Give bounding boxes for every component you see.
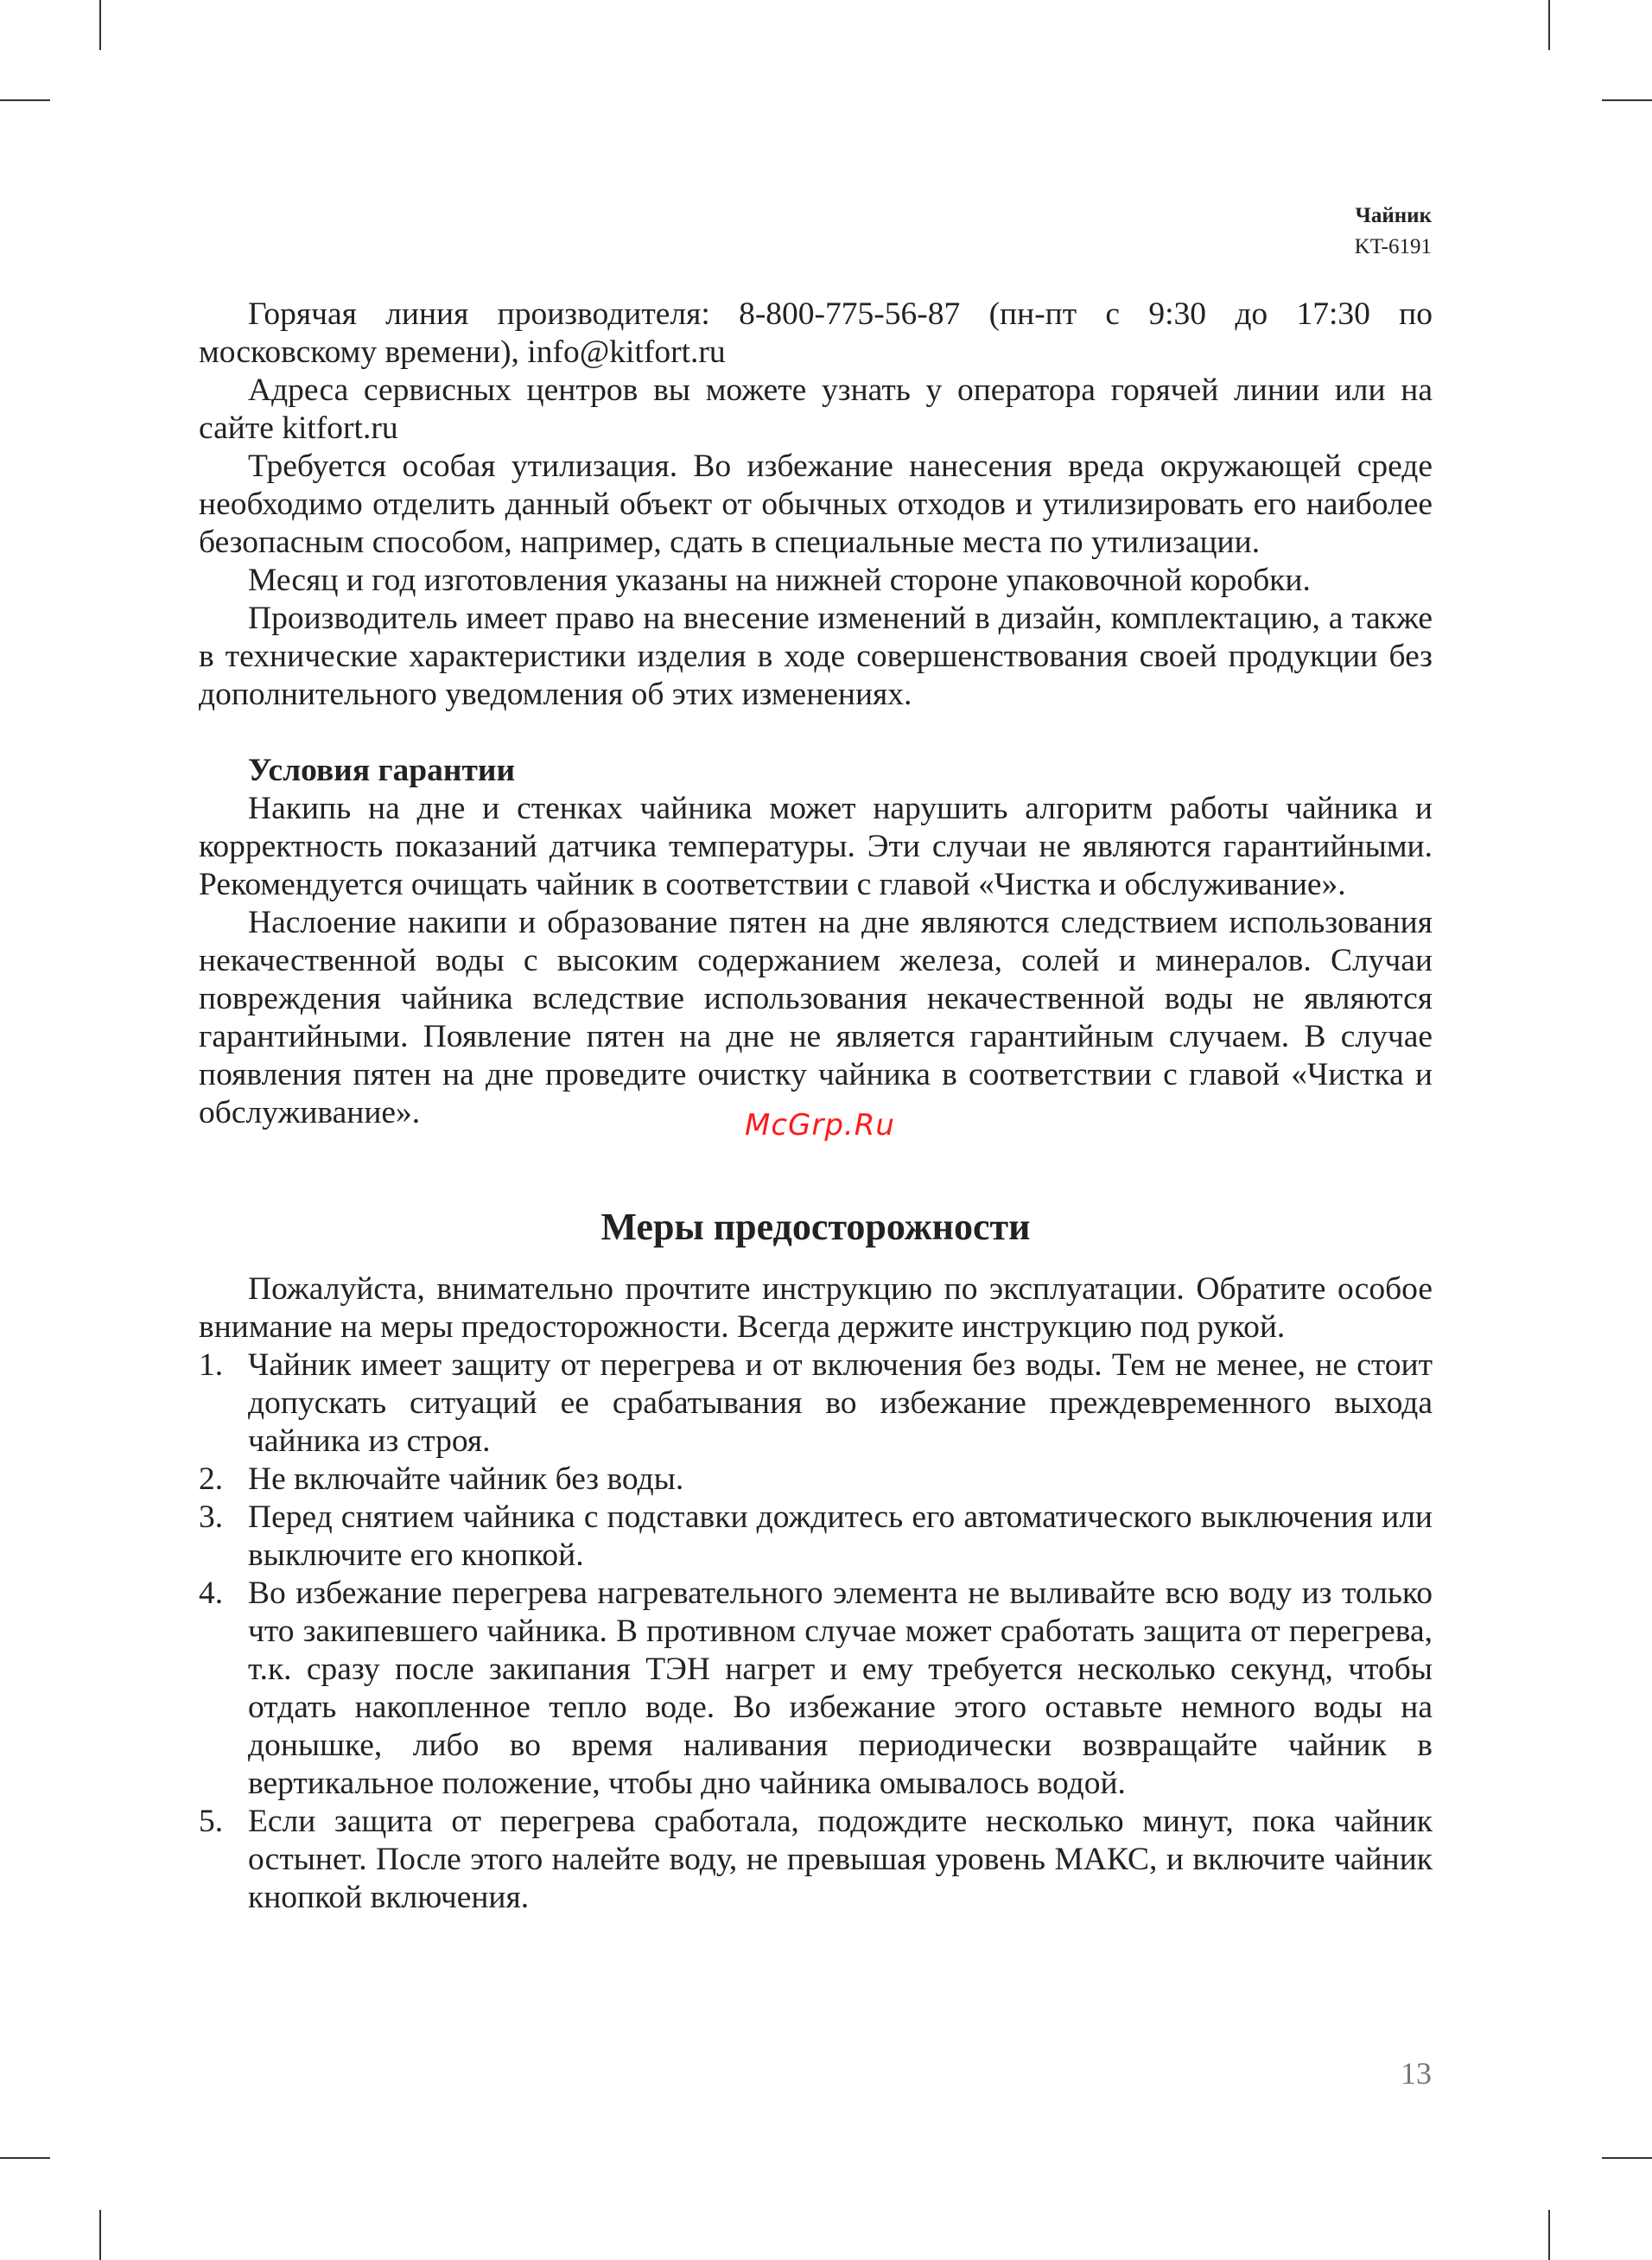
- list-item-number: 3.: [199, 1499, 224, 1535]
- page-number: 13: [1401, 2056, 1432, 2091]
- list-item: [199, 1499, 1433, 1575]
- service-centers-paragraph: Адреса сервисных центров вы можете узнать у оператора горячей линии или на сайте kitfort.ru: [199, 372, 1433, 446]
- crop-mark: [1602, 2157, 1652, 2159]
- crop-mark: [0, 2157, 50, 2159]
- running-head: [1355, 201, 1432, 263]
- list-item-number: 5.: [199, 1804, 224, 1839]
- warranty-paragraph: Наслоение накипи и образование пятен на дне являются следствием использования некачественной воды с высоким содержанием железа, солей и минералов. Случаи повреждения чайника вследствие использования некачественной воды не являются гарантийными. Появление пятен на дне не является гарантийным случаем. В случае появления пятен на дне проведите очистку чайника в соответствии с главой «Чистка и обслуживание».: [199, 905, 1433, 1130]
- warranty-paragraph: Накипь на дне и стенках чайника может нарушить алгоритм работы чайника и корректность показаний датчика температуры. Эти случаи не являются гарантийными. Рекомендуется очищать чайник в соответствии с главой «Чистка и обслуживание».: [199, 791, 1433, 902]
- list-item-text: Не включайте чайник без воды.: [248, 1461, 684, 1497]
- list-item-number: 1.: [199, 1347, 224, 1383]
- changes-paragraph: Производитель имеет право на внесение изменений в дизайн, комплектацию, а также в технические характеристики изделия в ходе совершенствования своей продукции без дополнительного уведомления об этих изменениях.: [199, 601, 1433, 712]
- list-item: [199, 1346, 1433, 1461]
- crop-mark: [99, 2210, 101, 2260]
- list-item-text: Во избежание перегрева нагревательного элемента не выливайте всю воду из только что закипевшего чайника. В противном случае может сработать защита от перегрева, т.к. сразу после закипания ТЭН нагрет и ему требуется несколько секунд, чтобы отдать накопленное тепло воде. Во избежание этого оставьте немного воды на донышке, либо во время наливания периодически возвращайте чайник в вертикальное положение, чтобы дно чайника омывалось водой.: [248, 1576, 1433, 1801]
- watermark: McGrp.Ru: [745, 1108, 895, 1143]
- crop-mark: [99, 0, 101, 50]
- hotline-paragraph: Горячая линия производителя: 8-800-775-56-87 (пн-пт с 9:30 до 17:30 по московскому времени), info@kitfort.ru: [199, 296, 1433, 370]
- section-title: Меры предосторожности: [600, 1206, 1031, 1248]
- crop-mark: [1548, 0, 1550, 50]
- manufacture-date-paragraph: Месяц и год изготовления указаны на нижней стороне упаковочной коробки.: [248, 563, 1311, 598]
- disposal-paragraph: Требуется особая утилизация. Во избежание нанесения вреда окружающей среде необходимо отделить данный объект от обычных отходов и утилизировать его наиболее безопасным способом, например, сдать в специальные места по утилизации.: [199, 449, 1433, 560]
- product-model: KT-6191: [1354, 235, 1432, 258]
- crop-mark: [1548, 2210, 1550, 2260]
- list-item: [199, 1461, 1433, 1499]
- list-item-text: Перед снятием чайника с подставки дождитесь его автоматического выключения или выключите его кнопкой.: [248, 1499, 1433, 1573]
- product-title: Чайник: [1355, 204, 1432, 227]
- precautions-list: [199, 1346, 1433, 1917]
- list-item-text: Если защита от перегрева сработала, подождите несколько минут, пока чайник остынет. После этого налейте воду, не превышая уровень МАКС, и включите чайник кнопкой включения.: [248, 1804, 1433, 1915]
- crop-mark: [1602, 99, 1652, 101]
- list-item-text: Чайник имеет защиту от перегрева и от включения без воды. Тем не менее, не стоит допускать ситуаций ее срабатывания во избежание преждевременного выхода чайника из строя.: [248, 1347, 1433, 1459]
- precautions-intro: Пожалуйста, внимательно прочтите инструкцию по эксплуатации. Обратите особое внимание на меры предосторожности. Всегда держите инструкцию под рукой.: [199, 1271, 1433, 1345]
- crop-mark: [0, 99, 50, 101]
- page-content: [199, 296, 1433, 1917]
- list-item: [199, 1575, 1433, 1803]
- list-item-number: 4.: [199, 1576, 224, 1611]
- list-item: [199, 1803, 1433, 1917]
- list-item-number: 2.: [199, 1461, 224, 1497]
- warranty-heading: Условия гарантии: [248, 753, 516, 788]
